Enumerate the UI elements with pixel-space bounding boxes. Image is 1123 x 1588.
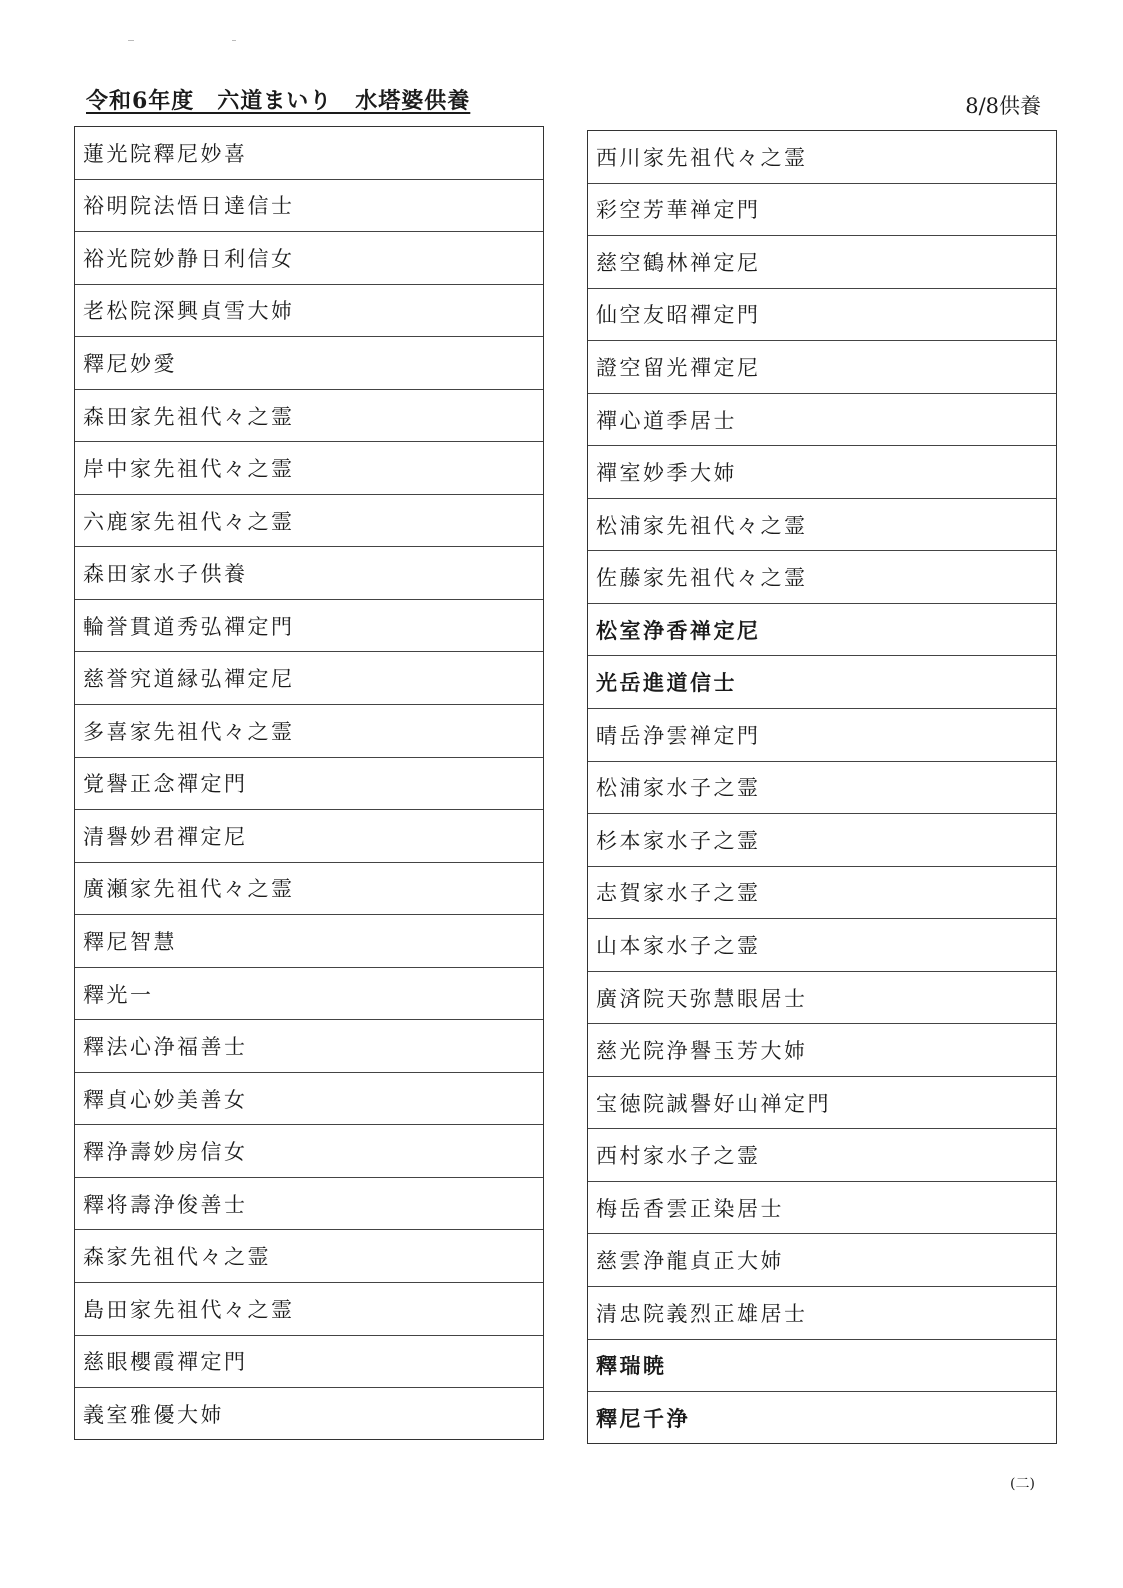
list-item: 島田家先祖代々之霊: [75, 1283, 543, 1336]
page-title: 令和6年度 六道まいり 水塔婆供養: [86, 88, 471, 114]
left-name-list: [74, 126, 544, 1440]
list-item: 釋尼千浄: [596, 1406, 690, 1432]
list-item: 松浦家水子之霊: [588, 762, 1056, 815]
list-item: 裕光院妙静日利信女: [75, 232, 543, 285]
list-item: 宝徳院誠譽好山禅定門: [588, 1077, 1056, 1130]
list-item: 松浦家先祖代々之霊: [588, 499, 1056, 552]
list-item: 晴岳浄雲禅定門: [588, 709, 1056, 762]
list-item: 森家先祖代々之霊: [75, 1230, 543, 1283]
list-item: 釋尼智慧: [75, 915, 543, 968]
list-item: 釋将壽浄俊善士: [75, 1178, 543, 1231]
list-item: 清忠院義烈正雄居士: [588, 1287, 1056, 1340]
list-item: 西村家水子之霊: [588, 1129, 1056, 1182]
list-item: 慈眼櫻霞禪定門: [75, 1336, 543, 1389]
list-item: 佐藤家先祖代々之霊: [588, 551, 1056, 604]
list-item: 慈光院浄譽玉芳大姉: [588, 1024, 1056, 1077]
list-item: 輪誉貫道秀弘禪定門: [75, 600, 543, 653]
list-item: 禪心道季居士: [588, 394, 1056, 447]
list-item: 釋瑞暁: [588, 1340, 1056, 1393]
list-item: 慈空鶴林禅定尼: [588, 236, 1056, 289]
memorial-date: 8/8供養: [965, 94, 1041, 118]
list-item: 梅岳香雲正染居士: [588, 1182, 1056, 1235]
list-item: 證空留光禪定尼: [588, 341, 1056, 394]
list-item: 松室浄香禅定尼: [588, 604, 1056, 657]
list-item: 志賀家水子之霊: [588, 867, 1056, 920]
page-number: (二): [1010, 1476, 1035, 1492]
list-item: 廣済院天弥慧眼居士: [588, 972, 1056, 1025]
list-item: 六鹿家先祖代々之霊: [75, 495, 543, 548]
list-item: 多喜家先祖代々之霊: [75, 705, 543, 758]
list-item: 釋尼妙愛: [75, 337, 543, 390]
list-item: 仙空友昭禪定門: [588, 289, 1056, 342]
list-item: 光岳進道信士: [588, 656, 1056, 709]
right-name-list: [587, 130, 1057, 1444]
list-item: 覚譽正念禪定門: [75, 758, 543, 811]
list-item: 岸中家先祖代々之霊: [75, 442, 543, 495]
list-item: 西川家先祖代々之霊: [588, 131, 1056, 184]
list-item: 釋貞心妙美善女: [75, 1073, 543, 1126]
list-item: 釋光一: [75, 968, 543, 1021]
list-item: 森田家先祖代々之霊: [75, 390, 543, 443]
list-item: 廣瀬家先祖代々之霊: [75, 863, 543, 916]
list-item: 慈雲浄龍貞正大姉: [588, 1234, 1056, 1287]
scan-mark: [232, 40, 236, 41]
list-item: 山本家水子之霊: [588, 919, 1056, 972]
list-item: 蓮光院釋尼妙喜: [75, 127, 543, 180]
list-item: 杉本家水子之霊: [588, 814, 1056, 867]
list-item: 釋法心浄福善士: [75, 1020, 543, 1073]
list-item: 慈誉究道縁弘禪定尼: [75, 652, 543, 705]
list-item: 老松院深興貞雪大姉: [75, 285, 543, 338]
list-item: 禪室妙季大姉: [588, 446, 1056, 499]
scan-mark: [128, 40, 134, 41]
list-item: 彩空芳華禅定門: [588, 184, 1056, 237]
list-item: 釋浄壽妙房信女: [75, 1125, 543, 1178]
list-item: 清譽妙君禪定尼: [75, 810, 543, 863]
list-item: 義室雅優大姉: [83, 1403, 224, 1428]
list-item: 森田家水子供養: [75, 547, 543, 600]
list-item: 裕明院法悟日達信士: [75, 180, 543, 233]
